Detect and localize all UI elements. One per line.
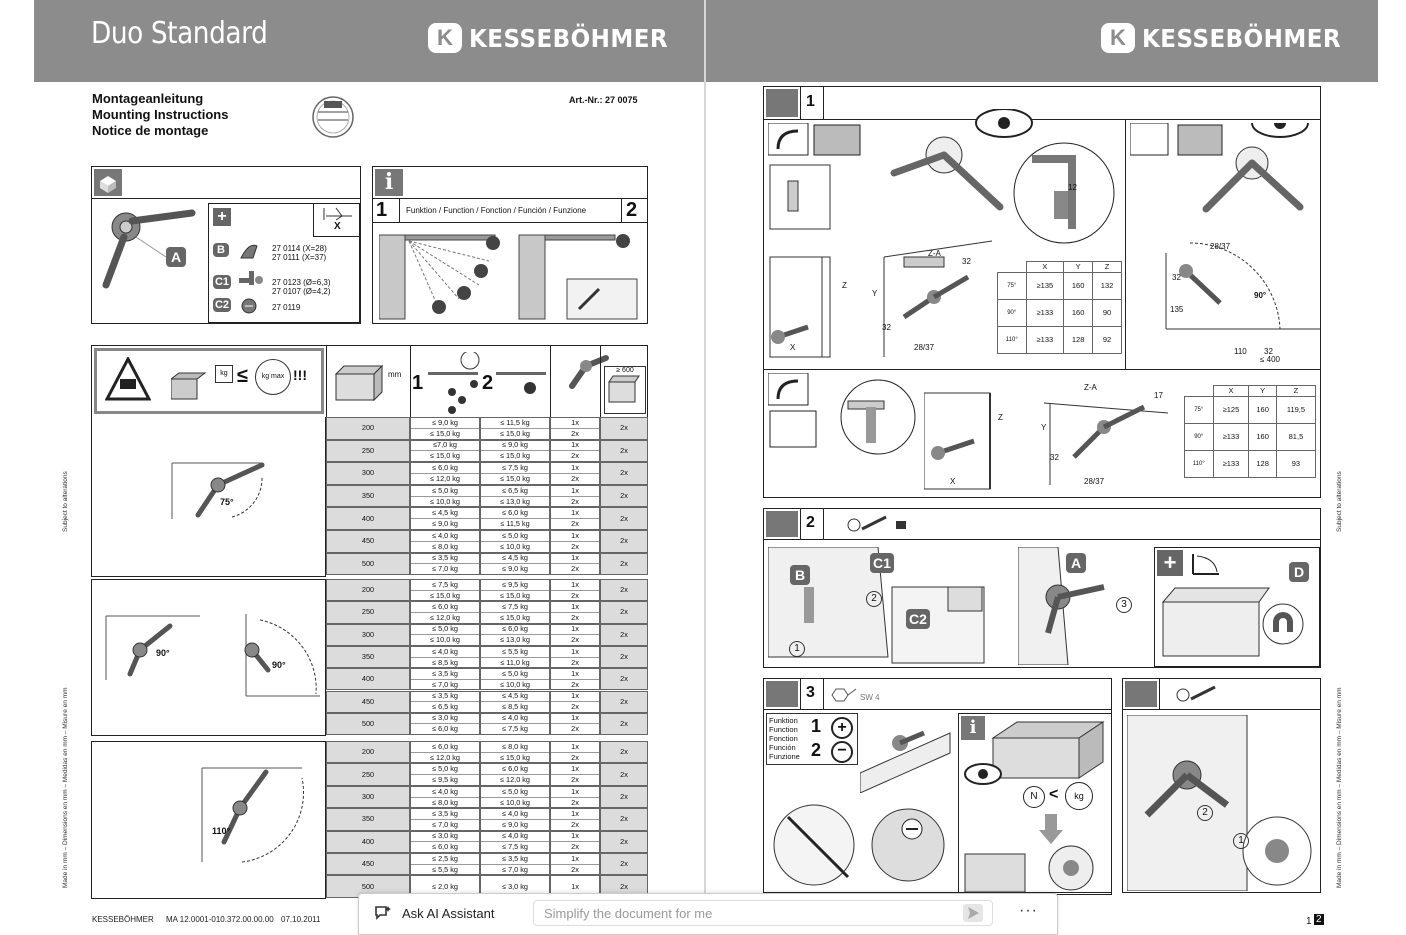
table-row [326,853,648,875]
load-1-cell: ≤ 4,0 kg ≤ 8,0 kg [410,786,480,808]
load-2-cell: ≤ 7,5 kg ≤ 15,0 kg [480,601,550,623]
panel-90-degree: 90° 90° [91,579,326,736]
brand-k-icon: K [1101,23,1135,53]
fitting-90-illustration-b [220,610,324,700]
parts-header [92,167,360,199]
more-options-button[interactable]: ··· [1019,902,1038,919]
height-cell: 500 [326,713,410,735]
footer-code: MA 12.0001-010.372.00.00.00 [166,915,274,924]
load-2-cell: ≤ 6,0 kg ≤ 11,5 kg [480,507,550,530]
panel-75-degree: 75° [91,417,326,577]
left-header-bar [34,0,704,82]
height-cell: 250 [326,601,410,623]
load-1-cell: ≤ 3,0 kg ≤ 6,0 kg [410,831,480,853]
table-row [326,763,648,785]
count-cell: 1x 2x [550,462,600,485]
ai-prompt-input[interactable] [533,900,993,926]
right-side-note-1: Subject to alterations [1336,471,1343,532]
package-icon [94,169,122,196]
count-cell: 1x 2x [550,741,600,763]
max-kg-icon: kg max [255,359,291,395]
load-2-cell: ≤ 5,0 kg ≤ 10,0 kg [480,668,550,690]
part-a-label: A [166,247,186,267]
table-row [326,624,648,646]
count-cell: 1x 2x [550,853,600,875]
article-number: Art.-Nr.: 27 0075 [569,95,638,105]
table-row [326,601,648,623]
load-1-cell: ≤ 5,0 kg ≤ 9,5 kg [410,763,480,785]
footer-brand: KESSEBÖHMER [92,915,154,924]
min-width-icon: ≥ 600 [604,366,646,414]
ai-assistant-bar [358,893,1058,935]
table-row [326,646,648,668]
right-side-note-2: Made in mm – Dimensions en mm – Medidas en mm – Misure en mm [1336,687,1343,888]
load-1-cell: ≤ 6,0 kg ≤ 12,0 kg [410,741,480,763]
document-title: Duo Standard [91,16,268,51]
step-1-box: 1 X 12 Z-A 32 Y 32 28/37 Z X Y Z 75° ≥135 160 132 90° ≥133 160 90 110° ≥133 128 92 28/37 32 135 90° 110 32 ≤ 400 X Z Z-A 17 Y 32 28/37 X Y Z 75° ≥125 160 119,5 90° ≥133 160 81,5 110° ≥133 128 93 [763,86,1321,498]
left-page [34,0,704,933]
open-angle-icons [768,123,868,157]
count-cell: 1x 2x [550,417,600,440]
bracket-icon [316,206,356,222]
min-cell: 2x [600,507,648,530]
label-d: D [1289,562,1309,582]
min-cell: 2x [600,875,648,897]
down-arrow-icon [1039,814,1063,844]
label-b: B [790,565,810,585]
load-2-cell: ≤ 5,5 kg ≤ 11,0 kg [480,646,550,668]
title-fr: Notice de montage [92,123,209,138]
plus-icon: + [213,208,231,226]
load-2-cell: ≤ 6,5 kg ≤ 13,0 kg [480,485,550,508]
mounting-step-icon [766,511,798,537]
table-row [326,713,648,735]
count-cell: 1x 2x [550,507,600,530]
screws-c1-icon [235,268,267,292]
magnet-illustration [1159,582,1315,662]
box-weight-icon [171,371,211,401]
function-adjust-legend: Funktion Function Fonction Función Funzione 1 2 + − [766,713,858,765]
load-2-cell: ≤ 5,0 kg ≤ 10,0 kg [480,530,550,553]
second-variant-icons [768,373,824,449]
label-c1: C1 [870,553,894,573]
table-row [326,553,648,576]
panel-110-degree: 110° [91,741,326,899]
load-1-cell: ≤ 2,0 kg [410,875,480,897]
detail-zoom-circle-b [838,377,918,457]
fitting-110-illustration [162,762,312,872]
load-2-cell: ≤ 6,0 kg ≤ 12,0 kg [480,763,550,785]
load-1-cell: ≤ 4,0 kg ≤ 8,5 kg [410,646,480,668]
load-1-cell: ≤ 3,0 kg ≤ 6,0 kg [410,713,480,735]
table-row [326,440,648,463]
count-cell: 1x 2x [550,763,600,785]
load-2-cell: ≤ 3,0 kg [480,875,550,897]
right-header-bar [706,0,1378,82]
count-cell: 1x 2x [550,668,600,690]
left-side-note-2: Made in mm – Dimensions en mm – Medidas en mm – Misure en mm [62,687,69,888]
count-cell: 1x 2x [550,601,600,623]
min-cell: 2x [600,530,648,553]
function-header-row: 1 Funktion / Function / Fonction / Función / Funzione 2 [373,198,647,223]
label-c2: C2 [906,609,930,629]
load-1-cell: ≤ 5,0 kg ≤ 10,0 kg [410,485,480,508]
load-2-cell: ≤ 11,5 kg ≤ 15,0 kg [480,417,550,440]
table-row [326,530,648,553]
adjust-step-icon [1125,681,1157,707]
min-cell: 2x [600,763,648,785]
lga-certificate-icon [306,94,362,140]
min-cell: 2x [600,624,648,646]
load-1-cell: ≤ 9,0 kg ≤ 15,0 kg [410,417,480,440]
function-box [372,166,648,324]
table-row [326,485,648,508]
kg-icon: kg [215,365,233,383]
step-2-box: 2 B C1 C2 1 2 A 3 + D [763,508,1321,668]
minus-circle-icon: − [831,741,853,763]
min-cell: 2x [600,668,648,690]
weight-warning-panel: kg ≤ kg max !!! [94,348,324,414]
detail-zoom-circle [1012,139,1116,247]
stop-positions-icon [422,352,552,416]
part-b-label: B [213,243,229,257]
table-row [326,462,648,485]
min-cell: 2x [600,462,648,485]
cabinet-height-icon [334,364,394,402]
min-cell: 2x [600,417,648,440]
height-cell: 500 [326,553,410,576]
height-cell: 200 [326,579,410,601]
height-cell: 200 [326,741,410,763]
load-1-cell: ≤ 6,0 kg ≤ 12,0 kg [410,601,480,623]
bracket-b-icon [235,240,265,262]
step-4-illustration [1127,715,1317,891]
height-cell: 400 [326,831,410,853]
height-cell: 450 [326,853,410,875]
load-2-cell: ≤ 4,5 kg ≤ 9,0 kg [480,553,550,576]
step-2-mid-illustration [1018,547,1154,665]
load-1-cell: ≤ 4,0 kg ≤ 8,0 kg [410,530,480,553]
count-cell: 1x 2x [550,713,600,735]
ask-ai-label[interactable]: Ask AI Assistant [402,906,495,921]
load-2-cell: ≤ 5,0 kg ≤ 10,0 kg [480,786,550,808]
count-cell: 1x 2x [550,786,600,808]
table-row [326,417,648,440]
cabinet-detail-icon [989,718,1107,782]
load-1-cell: ≤ 3,5 kg ≤ 7,0 kg [410,553,480,576]
plus-circle-icon: + [831,717,853,739]
count-cell: 1x 2x [550,579,600,601]
part-c1-label: C1 [214,276,230,288]
height-cell: 500 [326,875,410,897]
height-cell: 250 [326,440,410,463]
screwdriver-icon [1175,685,1225,705]
load-2-cell: ≤ 9,5 kg ≤ 15,0 kg [480,579,550,601]
table-row [326,808,648,830]
mounting-step-icon [766,89,798,117]
fitting-90-illustration-a [100,610,210,690]
right-page [706,0,1378,933]
load-2-cell: ≤ 6,0 kg ≤ 13,0 kg [480,624,550,646]
load-1-cell: ≤ 3,5 kg ≤ 7,0 kg [410,668,480,690]
dimension-table-top: X Y Z 75° ≥135 160 132 90° ≥133 160 90 110° ≥133 128 92 [997,261,1122,354]
load-1-cell: ≤ 5,0 kg ≤ 10,0 kg [410,624,480,646]
screw-c2-icon [237,296,263,316]
load-2-cell: ≤ 4,0 kg ≤ 7,5 kg [480,713,550,735]
min-cell: 2x [600,713,648,735]
function-diagram [379,229,641,323]
min-cell: 2x [600,601,648,623]
accessories-box: + X B 27 0114 (X=28) 27 0111 (X=37) C1 27 0123 (Ø=6,3) 27 0107 (Ø=4,2) C2 27 0119 [208,203,360,323]
count-cell: 1x 2x [550,440,600,463]
step-3-adjust-illustration [768,797,954,891]
dimension-table-bottom: X Y Z 75° ≥125 160 119,5 90° ≥133 160 81,5 110° ≥133 128 93 [1184,385,1316,478]
install-elevation-c [924,383,1004,493]
height-cell: 350 [326,646,410,668]
count-cell: 1x 2x [550,646,600,668]
title-de: Montageanleitung [92,91,204,106]
load-2-cell: ≤ 4,0 kg ≤ 7,5 kg [480,831,550,853]
step-3-info-illustration [961,844,1107,894]
min-cell: 2x [600,553,648,576]
min-cell: 2x [600,741,648,763]
install-elevation-a [768,161,856,361]
height-cell: 350 [326,808,410,830]
lid-stay-fitting-illustration [96,207,204,297]
x-dimension-box: X [313,204,359,237]
label-a: A [1066,553,1086,573]
brand-k-icon: K [428,23,462,53]
angle-icon [1189,552,1221,576]
count-cell: 1x [550,875,600,897]
min-cell: 2x [600,579,648,601]
hex-key-icon [830,687,858,703]
plus-icon: + [1157,550,1183,576]
height-cell: 400 [326,507,410,530]
install-elevation-d [1030,377,1170,487]
footer-date: 07.10.2011 [281,915,321,924]
info-icon: i [961,716,985,740]
send-icon[interactable] [963,904,983,922]
table-row [326,831,648,853]
height-cell: 450 [326,530,410,553]
load-2-cell: ≤ 4,5 kg ≤ 8,5 kg [480,691,550,713]
fitting-75-illustration [162,457,282,527]
min-cell: 2x [600,853,648,875]
height-cell: 200 [326,417,410,440]
table-row [326,691,648,713]
screwdriver-screw-icon [846,515,916,535]
eye-icon [963,762,1003,786]
count-cell: 1x 2x [550,808,600,830]
table-row [326,668,648,690]
load-1-cell: ≤7,0 kg ≤ 15,0 kg [410,440,480,463]
count-cell: 1x 2x [550,691,600,713]
brand-logo-right: K KESSEBÖHMER [1101,22,1358,54]
step-4-box: 2 1 [1122,678,1321,893]
min-cell: 2x [600,691,648,713]
hand-crush-warning-icon [105,357,151,401]
count-cell: 1x 2x [550,553,600,576]
min-cell: 2x [600,808,648,830]
count-cell: 1x 2x [550,624,600,646]
step-3-top-illustration [860,713,952,793]
info-icon: i [375,169,403,196]
load-1-cell: ≤ 6,0 kg ≤ 12,0 kg [410,462,480,485]
load-2-cell: ≤ 9,0 kg ≤ 15,0 kg [480,440,550,463]
load-2-cell: ≤ 4,0 kg ≤ 9,0 kg [480,808,550,830]
min-cell: 2x [600,831,648,853]
count-cell: 1x 2x [550,831,600,853]
brand-logo: K KESSEBÖHMER [428,22,685,54]
ai-chat-icon[interactable] [374,905,392,921]
min-cell: 2x [600,646,648,668]
min-cell: 2x [600,485,648,508]
load-table-header: kg ≤ kg max !!! mm 1 2 ≥ 600 [91,345,648,417]
load-2-cell: ≤ 7,5 kg ≤ 15,0 kg [480,462,550,485]
min-cell: 2x [600,440,648,463]
left-side-note-1: Subject to alterations [62,471,69,532]
min-cell: 2x [600,786,648,808]
load-1-cell: ≤ 2,5 kg ≤ 5,5 kg [410,853,480,875]
parts-box [91,166,361,324]
step-3-box: 3 SW 4 Funktion Function Fonction Función Funzione 1 2 + − i N < kg [763,678,1112,893]
load-1-cell: ≤ 7,5 kg ≤ 15,0 kg [410,579,480,601]
table-row [326,579,648,601]
height-cell: 300 [326,462,410,485]
table-row [326,786,648,808]
count-cell: 1x 2x [550,485,600,508]
load-2-cell: ≤ 3,5 kg ≤ 7,0 kg [480,853,550,875]
title-en: Mounting Instructions [92,107,229,122]
load-1-cell: ≤ 3,5 kg ≤ 6,5 kg [410,691,480,713]
step-2-option-box [1154,547,1320,667]
count-cell: 1x 2x [550,530,600,553]
mounting-step-icon [766,681,798,707]
height-cell: 300 [326,786,410,808]
page-number-1: 1 [1306,916,1312,927]
page-number-2: 2 [1316,914,1322,925]
load-1-cell: ≤ 4,5 kg ≤ 9,0 kg [410,507,480,530]
height-cell: 400 [326,668,410,690]
height-cell: 350 [326,485,410,508]
table-row [326,741,648,763]
height-cell: 450 [326,691,410,713]
part-c2-label: C2 [214,299,230,311]
load-2-cell: ≤ 8,0 kg ≤ 15,0 kg [480,741,550,763]
height-cell: 300 [326,624,410,646]
height-cell: 250 [326,763,410,785]
load-1-cell: ≤ 3,5 kg ≤ 7,0 kg [410,808,480,830]
step-3-info-box: i N < kg [958,713,1112,895]
table-row [326,507,648,530]
